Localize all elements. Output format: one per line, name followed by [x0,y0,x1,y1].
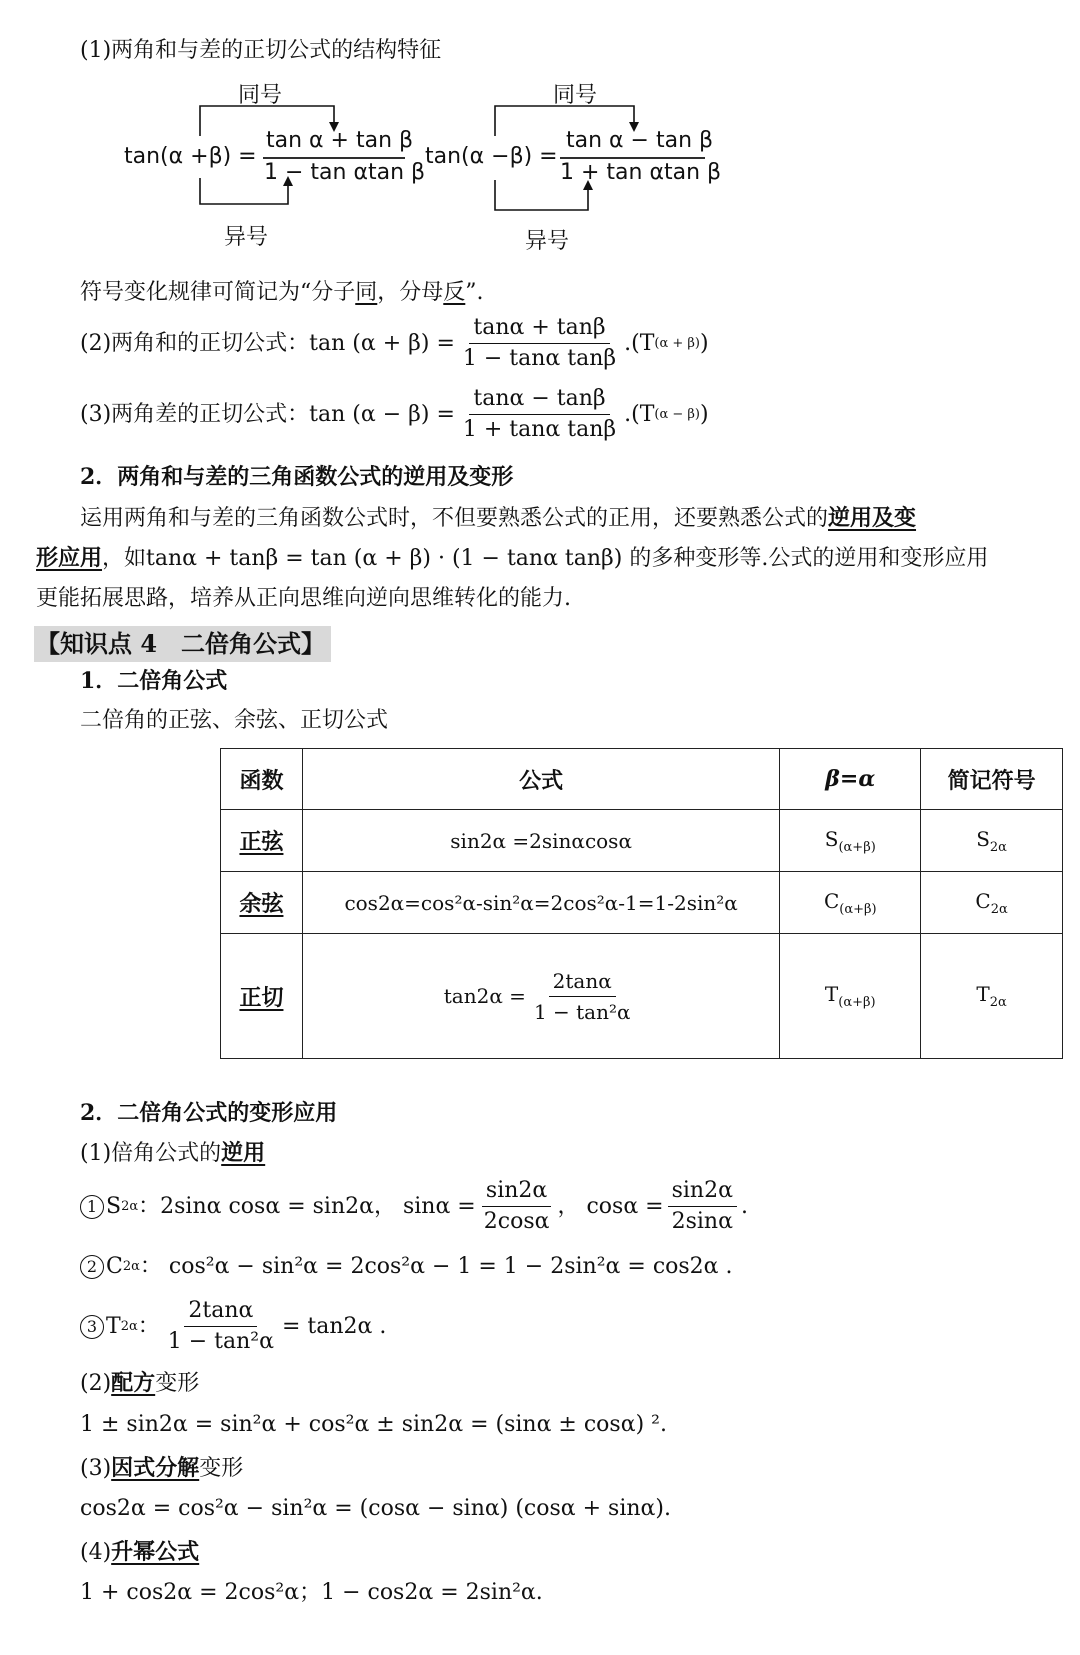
inverse-use-heading [80,1138,265,1169]
line-label-sub: 2α [122,1259,140,1274]
subheading-double-angle: 1．二倍角公式 [80,668,228,694]
denominator: 1 − tan²α [167,1329,274,1354]
paragraph-line-2 [36,543,988,574]
denominator: 2cosα [483,1209,550,1234]
rule-same: 同 [355,280,378,305]
row-function: 正切 [221,934,303,1059]
numerator: tanα − tanβ [469,386,609,415]
header-beta-alpha: β=α [780,749,921,810]
power-heading [80,1537,199,1568]
section-heading-double-angle-apps: 2．二倍角公式的变形应用 [80,1100,338,1126]
formula-label: (2)两角和的正切公式： [80,330,310,356]
section-heading-1: (1)两角和与差的正切公式的结构特征 [80,38,442,63]
text: (3) [80,1456,112,1481]
line-label-sub: 2α [120,1318,138,1334]
text: 变形 [155,1371,200,1396]
tan-sum-denominator: 1 − tan αtan β [264,160,426,185]
knowledge-point-title: 【知识点 4 二倍角公式】 [34,626,331,662]
abbr-letter: C [823,888,840,913]
circled-number: 2 [80,1255,104,1279]
rule-diff: 反 [443,280,466,305]
paragraph-line-1 [80,503,916,534]
square-formula: 1 ± sin2α = sin²α + cos²α ± sin2α = (sinα ± cosα) ². [80,1412,667,1437]
diff-sign-label-left: 异号 [224,225,269,250]
tan-sum-numerator: tan α + tan β [266,128,414,153]
header-formula: 公式 [302,749,779,810]
paragraph-emphasis: 逆用及变 [828,505,917,531]
tan-diff-denominator: 1 + tan αtan β [560,160,722,185]
line-colon: ： [137,1313,160,1339]
row-symbol [921,934,1063,1059]
header-symbol: 简记符号 [921,749,1063,810]
same-sign-label-left: 同号 [238,83,283,108]
formula-lhs: tan2α = [443,984,526,1008]
factor-formula: cos2α = cos²α − sin²α = (cosα − sinα) (cosα + sinα). [80,1496,671,1521]
formula-tag-sub: (α − β) [654,406,700,422]
formula-tag: .(T [624,330,655,356]
denominator: 1 − tanα tanβ [462,346,617,371]
formula-fraction [459,386,620,443]
factor-heading [80,1453,243,1484]
numerator: 2tanα [549,968,616,997]
emphasis: 逆用 [221,1140,266,1166]
header-function: 函数 [221,749,303,810]
formula-lhs: tan (α − β) = [309,401,455,427]
sign-rule [80,278,484,308]
rule-text: 符号变化规律可简记为“分子 [80,280,356,305]
row-symbol [921,872,1063,934]
symbol-sub: 2α [989,839,1007,855]
line-end: . [740,1193,748,1219]
fraction [480,1178,554,1235]
rule-text-mid: ，分母 [377,280,444,305]
circled-number: 1 [80,1195,104,1219]
line-label: C [106,1254,123,1279]
formula-label: (3)两角差的正切公式： [80,401,310,427]
numerator: tanα + tanβ [469,315,609,344]
paragraph-emphasis: 形应用 [36,545,103,571]
table-header-row [221,749,1063,810]
formula-fraction [530,968,635,1025]
tangent-structure-diagram [120,78,720,268]
numerator: sin2α [482,1178,551,1207]
line-label-sub: 2α [121,1198,139,1214]
inverse-cosine-line [80,1252,733,1282]
line-label: T [106,1313,121,1339]
power-formula: 1 + cos2α = 2cos²α；1 − cos2α = 2sin²α. [80,1580,543,1605]
tan-sum-lhs: tan(α +β) = [124,144,257,169]
denominator: 1 + tanα tanβ [462,417,617,442]
formula-tag-end: ) [700,330,709,356]
line-text: ：2sinα cosα = sin2α， sinα = [138,1193,476,1219]
numerator: 2tanα [184,1298,257,1327]
text: (1)倍角公式的 [80,1141,222,1166]
circled-number: 3 [80,1315,104,1339]
emphasis: 升幂公式 [111,1539,200,1565]
paragraph-line-3: 更能拓展思路，培养从正向思维向逆向思维转化的能力. [36,586,571,611]
section-heading-2: 2．两角和与差的三角函数公式的逆用及变形 [80,464,514,490]
inverse-tangent-line [80,1298,386,1355]
symbol-letter: S [976,826,990,851]
text: (2) [80,1371,112,1396]
formula-tag: .(T [624,401,655,427]
diff-sign-label-right: 异号 [525,229,570,254]
double-angle-table [220,748,1063,1059]
row-abbr [780,934,921,1059]
text: (4) [80,1540,112,1565]
tan-diff-formula [80,386,709,443]
emphasis: 因式分解 [111,1455,200,1481]
fraction [668,1178,737,1235]
row-function: 正弦 [221,810,303,872]
table-row [221,934,1063,1059]
line-text: ： cos²α − sin²α = 2cos²α − 1 = 1 − 2sin²α = cos2α . [139,1254,733,1279]
square-heading [80,1368,199,1399]
table-row [221,810,1063,872]
table-row [221,872,1063,934]
row-formula [302,934,779,1059]
paragraph-text: 运用两角和与差的三角函数公式时，不但要熟悉公式的正用，还要熟悉公式的 [80,506,829,531]
denominator: 2sinα [671,1209,733,1234]
row-symbol [921,810,1063,872]
abbr-letter: T [824,982,839,1006]
abbr-sub: (α+β) [838,995,876,1010]
tan-diff-numerator: tan α − tan β [566,128,714,153]
paragraph-text: ，如tanα + tanβ = tan (α + β) · (1 − tanα tanβ) 的多种变形等.公式的逆用和变形应用 [102,546,989,571]
rule-text-end: ”. [465,280,484,305]
fraction [164,1298,278,1355]
symbol-sub: 2α [989,995,1007,1010]
tan-diff-lhs: tan(α −β) = [425,144,558,169]
tan-sum-formula [80,315,709,372]
tan-double-formula [444,968,639,1025]
same-sign-label-right: 同号 [553,83,598,108]
formula-tag-sub: (α + β) [654,335,700,351]
line-label: S [106,1193,122,1219]
row-abbr [780,872,921,934]
numerator: sin2α [668,1178,737,1207]
row-formula: sin2α =2sinαcosα [302,810,779,872]
formula-tag-end: ) [700,401,709,427]
row-function: 余弦 [221,872,303,934]
line-text: = tan2α . [281,1313,387,1339]
denominator: 1 − tan²α [533,999,631,1024]
symbol-sub: 2α [990,901,1008,917]
text: 变形 [199,1456,244,1481]
formula-fraction [459,315,620,372]
abbr-sub: (α+β) [838,839,876,855]
line-text: ， cosα = [557,1193,664,1219]
row-formula: cos2α=cos²α-sin²α=2cos²α-1=1-2sin²α [302,872,779,934]
abbr-letter: S [824,826,839,851]
formula-lhs: tan (α + β) = [309,330,455,356]
inverse-sine-line [80,1178,748,1235]
subheading-desc: 二倍角的正弦、余弦、正切公式 [80,708,389,733]
symbol-letter: C [975,888,991,913]
emphasis: 配方 [111,1370,156,1396]
row-abbr [780,810,921,872]
abbr-sub: (α+β) [839,901,877,917]
symbol-letter: T [976,982,990,1006]
